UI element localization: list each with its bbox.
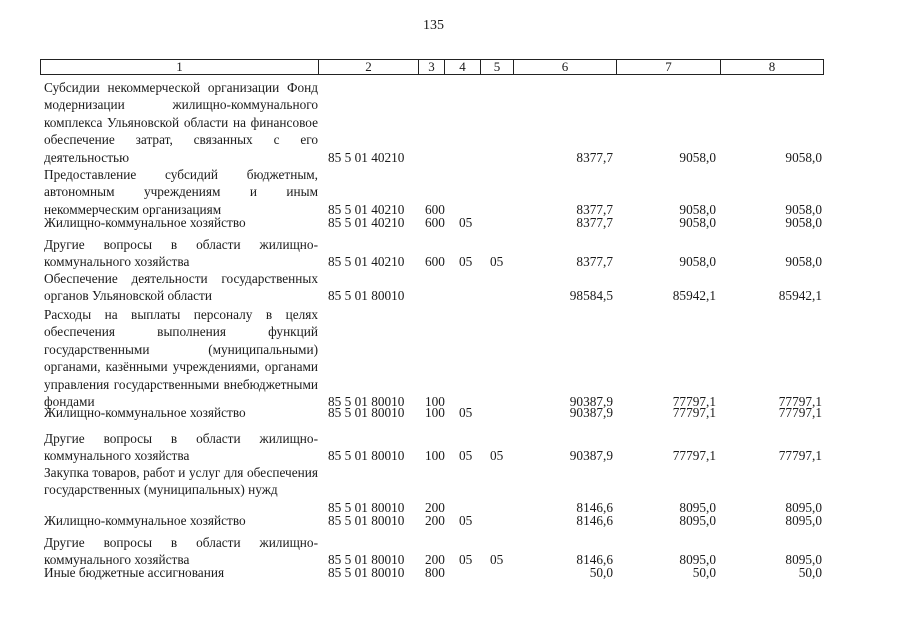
row-value-6: 8377,7 <box>576 215 613 230</box>
page-number: 135 <box>423 18 444 33</box>
header-col-6: 6 <box>514 60 617 74</box>
row-vr: 600 <box>425 201 445 217</box>
table-row <box>0 166 905 218</box>
row-code: 85 5 01 80010 <box>328 448 405 464</box>
row-value-6: 8146,6 <box>576 499 613 515</box>
row-value-6: 8146,6 <box>576 552 613 568</box>
row-vr: 100 <box>425 448 445 464</box>
row-value-7: 8095,0 <box>679 499 716 515</box>
row-value-8: 77797,1 <box>778 448 822 464</box>
row-vr: 200 <box>425 499 445 515</box>
table-row <box>0 464 905 516</box>
row-value-6: 90387,9 <box>569 448 613 464</box>
row-pr: 05 <box>490 552 504 568</box>
row-value-7: 9058,0 <box>679 201 716 217</box>
header-col-2: 2 <box>319 60 419 74</box>
row-pr: 05 <box>490 254 504 270</box>
row-rz: 05 <box>459 405 473 420</box>
table-row <box>0 270 905 305</box>
row-value-8: 9058,0 <box>785 215 822 230</box>
row-name: Жилищно-коммунальное хозяйство <box>44 513 246 528</box>
row-value-6: 98584,5 <box>569 288 613 304</box>
row-name: Закупка товаров, работ и услуг для обеспечения государственных (муниципальных) нужд <box>44 465 318 498</box>
row-value-7: 9058,0 <box>679 254 716 270</box>
header-col-3: 3 <box>419 60 445 74</box>
row-value-8: 50,0 <box>798 565 822 580</box>
row-name: Жилищно-коммунальное хозяйство <box>44 215 246 230</box>
header-col-5: 5 <box>481 60 514 74</box>
table-row <box>0 306 905 410</box>
row-vr: 600 <box>425 215 445 230</box>
row-value-8: 77797,1 <box>778 394 822 409</box>
table-row <box>0 430 905 465</box>
row-name: Иные бюджетные ассигнования <box>44 565 225 580</box>
row-value-6: 8377,7 <box>576 149 613 165</box>
row-value-8: 8095,0 <box>785 513 822 528</box>
row-value-7: 8095,0 <box>679 552 716 568</box>
table-row <box>0 512 905 529</box>
row-value-8: 77797,1 <box>778 405 822 420</box>
header-col-8: 8 <box>768 59 776 74</box>
header-col-7: 7 <box>617 60 721 74</box>
row-rz: 05 <box>459 552 473 568</box>
row-value-8: 8095,0 <box>785 552 822 568</box>
row-code: 85 5 01 40210 <box>328 201 405 217</box>
header-col-1: 1 <box>41 60 319 74</box>
row-name: Расходы на выплаты персоналу в целях обеспечения выполнения функций государственными (муниципальными) органами, казёнными учреждениями, органами управления государственными внебюджетными фондами <box>44 307 318 410</box>
row-value-7: 85942,1 <box>672 288 716 304</box>
row-vr: 800 <box>425 565 445 580</box>
table-row <box>0 564 905 581</box>
row-code: 85 5 01 40210 <box>328 215 405 230</box>
row-name: Другие вопросы в области жилищно-коммунального хозяйства <box>44 237 318 270</box>
row-value-7: 77797,1 <box>672 448 716 464</box>
row-value-7: 8095,0 <box>679 513 716 528</box>
table-row <box>0 214 905 231</box>
row-value-7: 9058,0 <box>679 215 716 230</box>
row-value-8: 9058,0 <box>785 149 822 165</box>
table-row <box>0 79 905 166</box>
row-value-6: 8377,7 <box>576 201 613 217</box>
row-name: Обеспечение деятельности государственных органов Ульяновской области <box>44 271 318 304</box>
row-vr: 200 <box>425 513 445 528</box>
row-rz: 05 <box>459 254 473 270</box>
row-value-6: 8377,7 <box>576 254 613 270</box>
row-rz: 05 <box>459 513 473 528</box>
row-code: 85 5 01 80010 <box>328 552 405 568</box>
row-value-8: 9058,0 <box>785 254 822 270</box>
row-code: 85 5 01 80010 <box>328 565 405 580</box>
row-value-6: 8146,6 <box>576 513 613 528</box>
row-value-6: 50,0 <box>589 565 613 580</box>
row-pr: 05 <box>490 448 504 464</box>
row-name: Субсидии некоммерческой организации Фонд модернизации жилищно-коммунального комплекса Ульяновской области на финансовое обеспечение затрат, связанных с его деятельностью <box>44 80 318 165</box>
row-code: 85 5 01 40210 <box>328 254 405 270</box>
row-value-6: 90387,9 <box>569 394 613 409</box>
row-name: Другие вопросы в области жилищно-коммунального хозяйства <box>44 431 318 464</box>
row-code: 85 5 01 80010 <box>328 499 405 515</box>
row-rz: 05 <box>459 215 473 230</box>
row-code: 85 5 01 80010 <box>328 394 405 409</box>
row-value-8: 8095,0 <box>785 499 822 515</box>
table-row <box>0 404 905 421</box>
row-value-8: 9058,0 <box>785 201 822 217</box>
row-name: Предоставление субсидий бюджетным, автономным учреждениям и иным некоммерческим организациям <box>44 167 318 217</box>
row-name: Другие вопросы в области жилищно-коммунального хозяйства <box>44 535 318 568</box>
header-col-4: 4 <box>445 60 481 74</box>
table-row <box>0 236 905 271</box>
row-vr: 200 <box>425 552 445 568</box>
row-code: 85 5 01 40210 <box>328 149 405 165</box>
row-name: Жилищно-коммунальное хозяйство <box>44 405 246 420</box>
row-vr: 100 <box>425 405 445 420</box>
row-vr: 100 <box>425 394 445 409</box>
row-vr: 600 <box>425 254 445 270</box>
row-value-6: 90387,9 <box>569 405 613 420</box>
row-code: 85 5 01 80010 <box>328 513 405 528</box>
row-value-7: 77797,1 <box>672 394 716 409</box>
row-value-7: 77797,1 <box>672 405 716 420</box>
row-value-7: 50,0 <box>692 565 716 580</box>
table-header <box>40 59 824 75</box>
row-value-8: 85942,1 <box>778 288 822 304</box>
row-value-7: 9058,0 <box>679 149 716 165</box>
row-code: 85 5 01 80010 <box>328 405 405 420</box>
row-code: 85 5 01 80010 <box>328 288 405 304</box>
row-rz: 05 <box>459 448 473 464</box>
